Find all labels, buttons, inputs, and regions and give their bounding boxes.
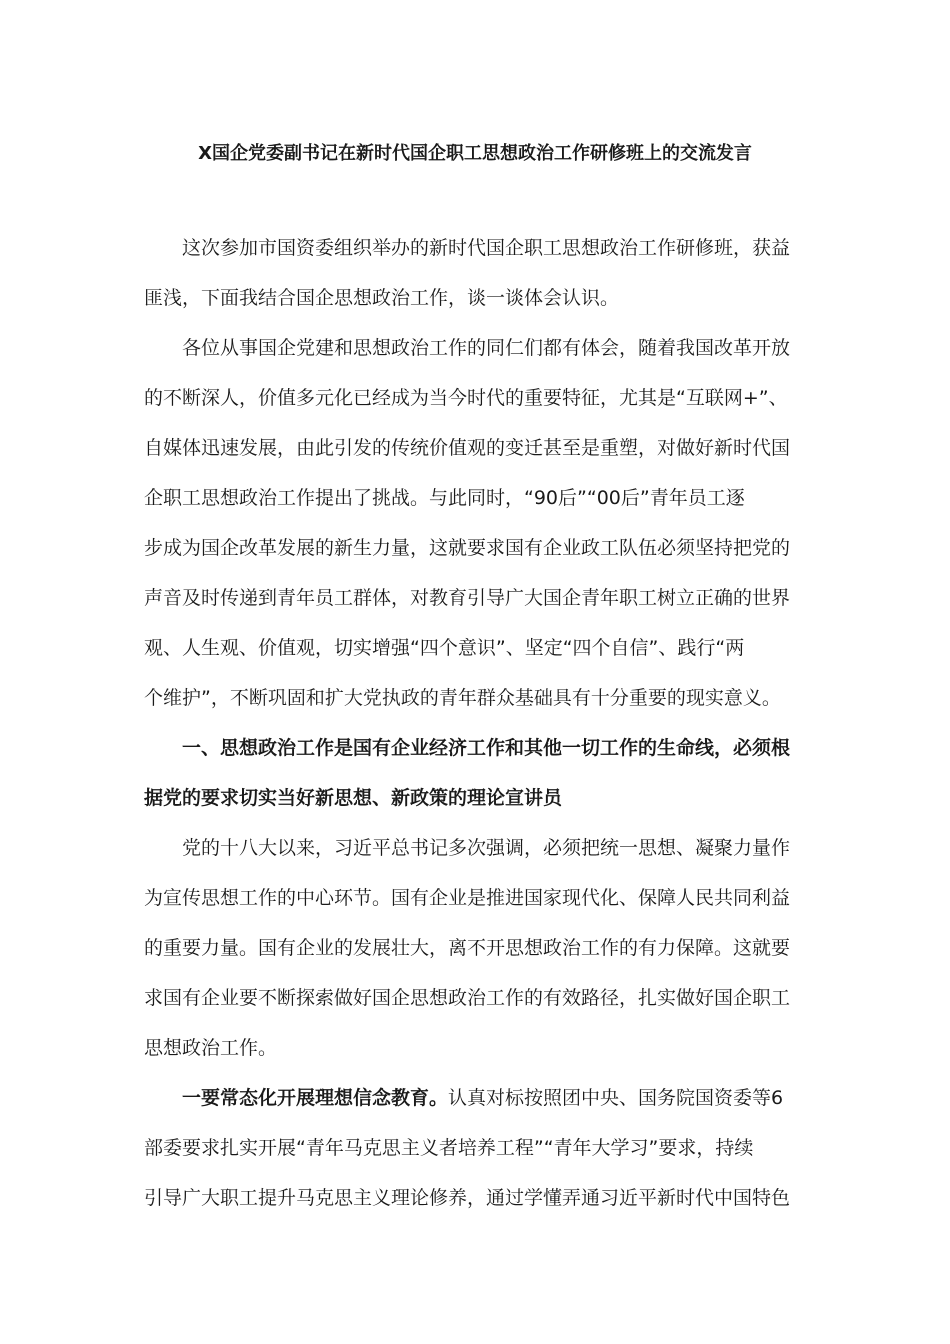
document-title: X国企党委副书记在新时代国企职工思想政治工作研修班上的交流发言 xyxy=(198,143,752,164)
paragraph-2-line-4: 企职工思想政治工作提出了挑战。与此同时，“90后”“00后”青年员工逐 xyxy=(144,487,745,509)
section-heading-line-1: 一、思想政治工作是国有企业经济工作和其他一切工作的生命线，必须根 xyxy=(182,737,791,759)
paragraph-4-lead: 一要常态化开展理想信念教育。 xyxy=(182,1087,449,1109)
section-heading-line-2: 据党的要求切实当好新思想、新政策的理论宣讲员 xyxy=(144,787,563,809)
paragraph-3-line-2: 为宣传思想工作的中心环节。国有企业是推进国家现代化、保障人民共同利益 xyxy=(144,887,791,909)
paragraph-2-line-7: 观、人生观、价值观，切实增强“四个意识”、坚定“四个自信”、践行“两 xyxy=(144,637,745,659)
paragraph-2-line-3: 自媒体迅速发展，由此引发的传统价值观的变迁甚至是重塑，对做好新时代国 xyxy=(144,437,791,459)
paragraph-3-line-4: 求国有企业要不断探索做好国企思想政治工作的有效路径，扎实做好国企职工 xyxy=(144,987,791,1009)
paragraph-3-line-5: 思想政治工作。 xyxy=(144,1037,278,1059)
paragraph-4-line-3: 引导广大职工提升马克思主义理论修养，通过学懂弄通习近平新时代中国特色 xyxy=(144,1187,791,1209)
paragraph-2-line-1: 各位从事国企党建和思想政治工作的同仁们都有体会，随着我国改革开放 xyxy=(182,337,791,359)
paragraph-2-line-8: 个维护”，不断巩固和扩大党执政的青年群众基础具有十分重要的现实意义。 xyxy=(144,687,781,709)
paragraph-2-line-5: 步成为国企改革发展的新生力量，这就要求国有企业政工队伍必须坚持把党的 xyxy=(144,537,791,559)
paragraph-3-line-1: 党的十八大以来，习近平总书记多次强调，必须把统一思想、凝聚力量作 xyxy=(182,837,791,859)
paragraph-4-line-1 xyxy=(182,1083,783,1113)
paragraph-1-line-1: 这次参加市国资委组织举办的新时代国企职工思想政治工作研修班，获益 xyxy=(182,237,791,259)
paragraph-2-line-6: 声音及时传递到青年员工群体，对教育引导广大国企青年职工树立正确的世界 xyxy=(144,587,791,609)
paragraph-3-line-3: 的重要力量。国有企业的发展壮大，离不开思想政治工作的有力保障。这就要 xyxy=(144,937,791,959)
paragraph-1-line-2: 匪浅，下面我结合国企思想政治工作，谈一谈体会认识。 xyxy=(144,287,620,309)
paragraph-4-text: 认真对标按照团中央、国务院国资委等6 xyxy=(448,1087,784,1109)
paragraph-2-line-2: 的不断深人，价值多元化已经成为当今时代的重要特征，尤其是“互联网+”、 xyxy=(144,387,788,409)
paragraph-4-line-2: 部委要求扎实开展“青年马克思主义者培养工程”“青年大学习”要求，持续 xyxy=(144,1137,754,1159)
